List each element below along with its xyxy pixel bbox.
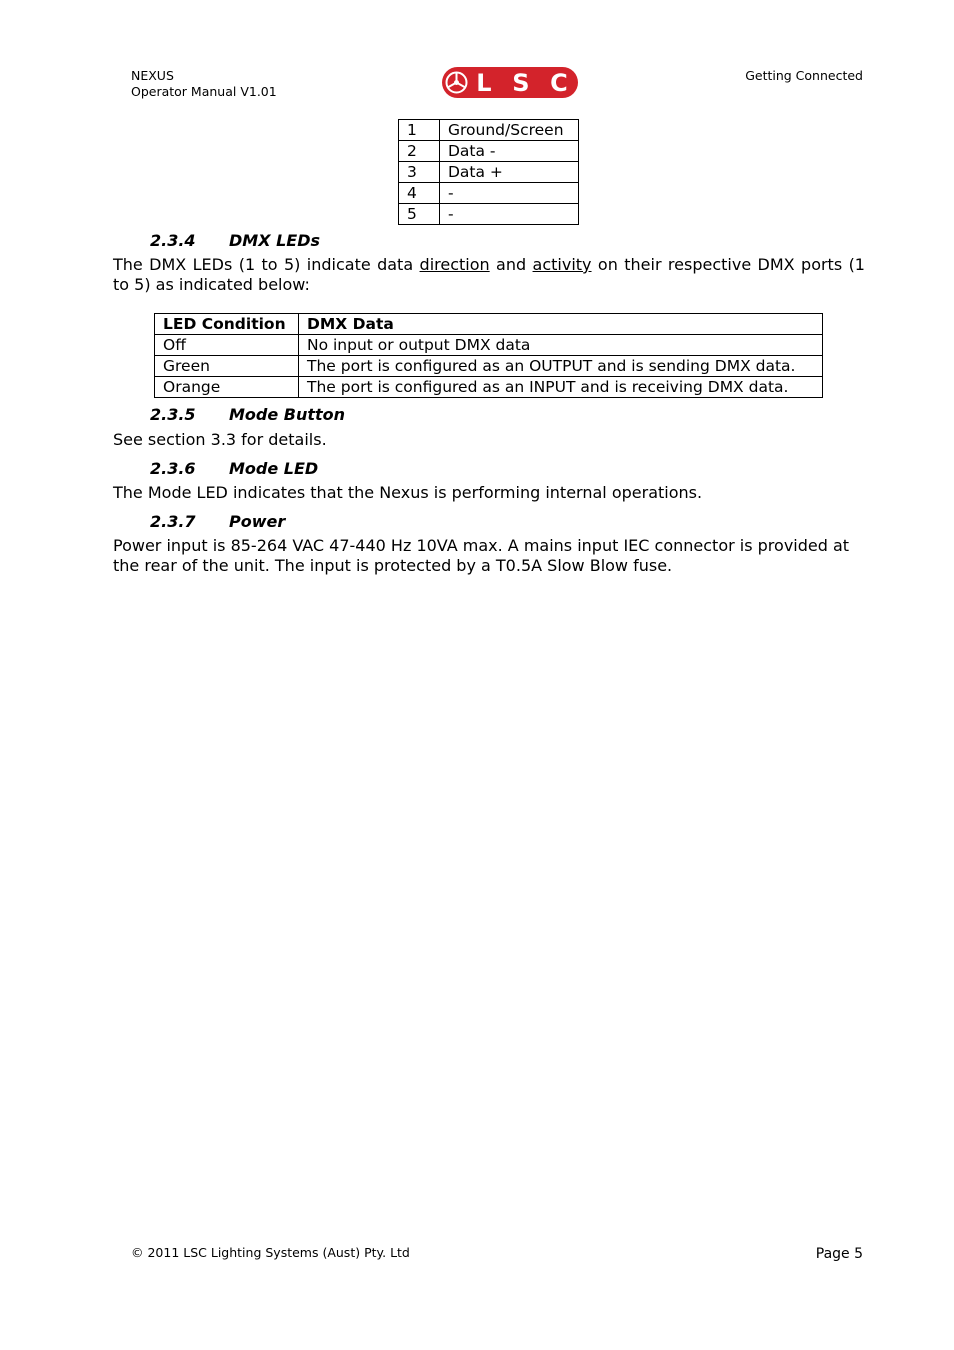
paragraph-text: on their respective DMX ports (1 to 5) as indicated below: xyxy=(113,255,865,294)
pin-function: Data - xyxy=(440,141,579,162)
lsc-logo xyxy=(442,67,578,98)
pin-number: 3 xyxy=(399,162,440,183)
logo-text xyxy=(466,68,578,97)
section-number: 2.3.4 xyxy=(150,231,196,250)
pin-function: - xyxy=(440,183,579,204)
table-header-row xyxy=(155,314,823,335)
table-row xyxy=(155,356,823,377)
led-condition: Orange xyxy=(155,377,299,398)
table-row xyxy=(399,183,579,204)
section-heading-mode-button xyxy=(150,405,345,424)
paragraph-text: The DMX LEDs (1 to 5) indicate data xyxy=(113,255,420,274)
activity-link: activity xyxy=(532,255,592,274)
logo-letter: L xyxy=(476,68,492,97)
section-heading-mode-led xyxy=(150,459,318,478)
table-row xyxy=(399,120,579,141)
power-paragraph: Power input is 85-264 VAC 47-440 Hz 10VA max. A mains input IEC connector is provided at the rear of the unit. The input is protected by a T0.5A Slow Blow fuse. xyxy=(113,536,850,575)
section-number: 2.3.6 xyxy=(150,459,196,478)
dmx-data: No input or output DMX data xyxy=(299,335,823,356)
dmx-data: The port is configured as an OUTPUT and is sending DMX data. xyxy=(299,356,823,377)
pin-number: 5 xyxy=(399,204,440,225)
section-heading-power xyxy=(150,512,285,531)
pin-table xyxy=(398,119,579,225)
led-condition-table xyxy=(154,313,823,398)
mode-button-paragraph: See section 3.3 for details. xyxy=(113,430,327,449)
direction-link: direction xyxy=(419,255,490,274)
section-heading-dmx-leds xyxy=(150,231,320,250)
section-number: 2.3.7 xyxy=(150,512,196,531)
logo-letter: S xyxy=(512,68,530,97)
pin-number: 4 xyxy=(399,183,440,204)
copyright: © 2011 LSC Lighting Systems (Aust) Pty. Ltd xyxy=(131,1245,410,1260)
mode-led-paragraph: The Mode LED indicates that the Nexus is performing internal operations. xyxy=(113,483,703,502)
table-row xyxy=(155,377,823,398)
product-name: NEXUS xyxy=(131,68,174,83)
manual-version: Operator Manual V1.01 xyxy=(131,84,277,99)
paragraph-text: and xyxy=(489,255,533,274)
column-header: DMX Data xyxy=(299,314,823,335)
pin-function: Data + xyxy=(440,162,579,183)
section-title: DMX LEDs xyxy=(229,231,321,250)
section-title: Mode Button xyxy=(229,405,346,424)
table-row xyxy=(399,204,579,225)
table-row xyxy=(399,162,579,183)
led-condition: Green xyxy=(155,356,299,377)
section-title: Mode LED xyxy=(229,459,319,478)
table-row xyxy=(399,141,579,162)
pin-number: 1 xyxy=(399,120,440,141)
table-row xyxy=(155,335,823,356)
column-header: LED Condition xyxy=(155,314,299,335)
page-header-left xyxy=(131,68,277,100)
dmx-leds-paragraph xyxy=(113,255,865,295)
section-name: Getting Connected xyxy=(745,68,863,83)
page-number: Page 5 xyxy=(815,1246,863,1262)
pin-function: - xyxy=(440,204,579,225)
pin-number: 2 xyxy=(399,141,440,162)
led-condition: Off xyxy=(155,335,299,356)
section-title: Power xyxy=(229,512,286,531)
logo-letter: C xyxy=(550,68,568,97)
dmx-data: The port is configured as an INPUT and is receiving DMX data. xyxy=(299,377,823,398)
pin-function: Ground/Screen xyxy=(440,120,579,141)
section-number: 2.3.5 xyxy=(150,405,196,424)
